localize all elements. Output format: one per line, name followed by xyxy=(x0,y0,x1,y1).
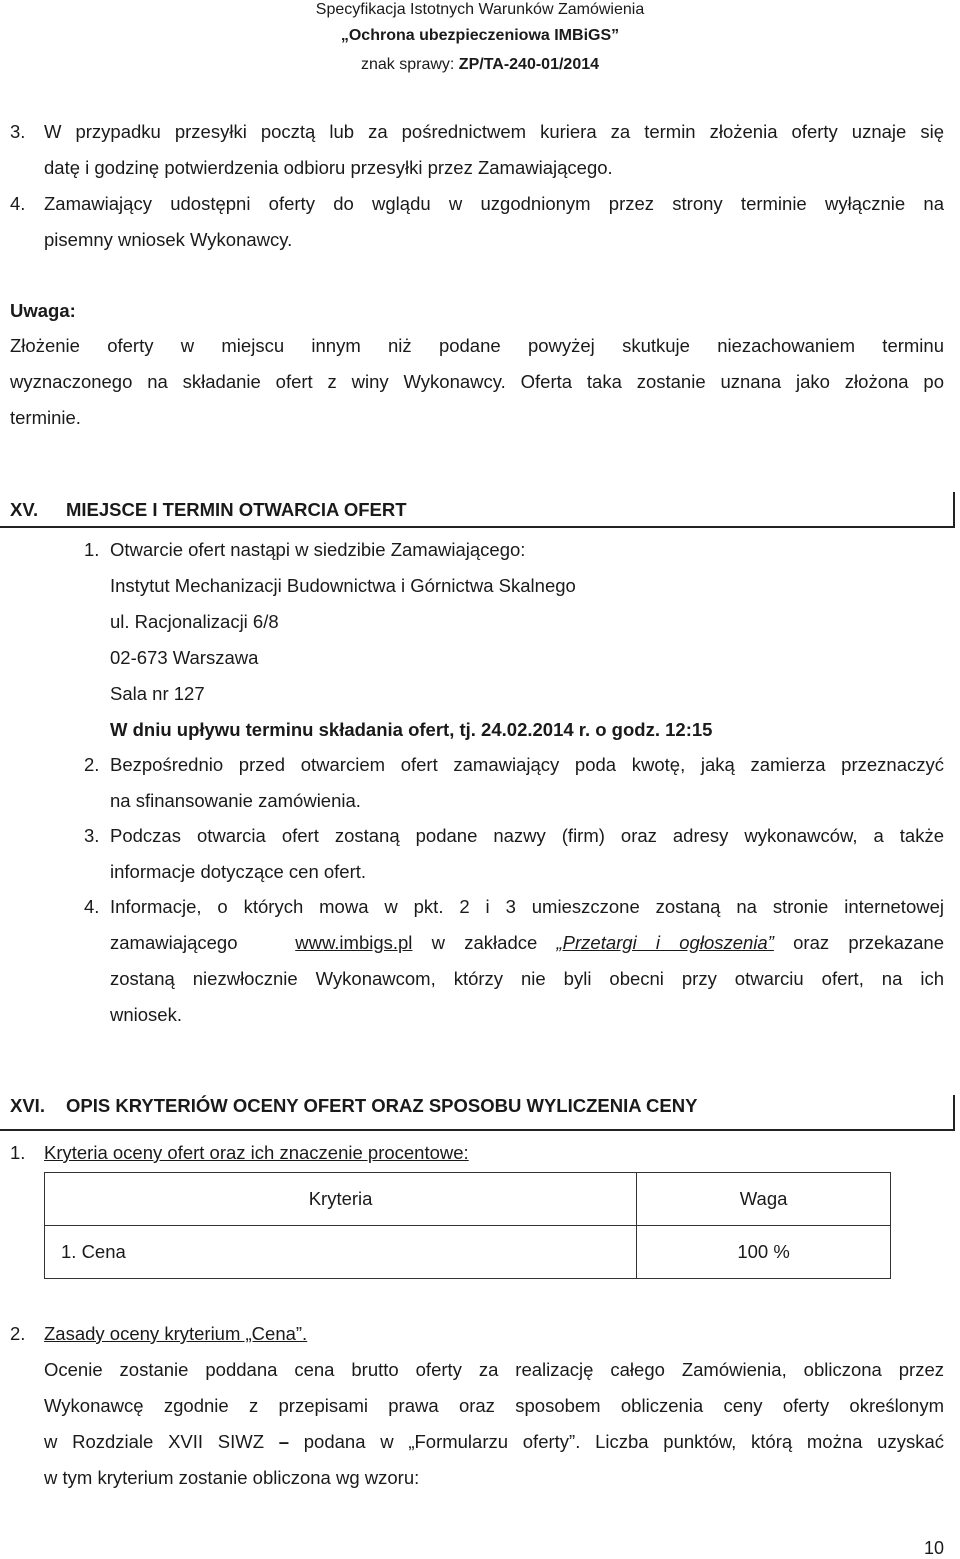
paragraph-line xyxy=(44,1424,944,1460)
room-number: Sala nr 127 xyxy=(110,683,205,704)
header-line-3 xyxy=(0,55,960,75)
header-line-2: „Ochrona ubezpieczeniowa IMBiGS” xyxy=(340,27,620,44)
paragraph-line: datę i godzinę potwierdzenia odbioru przesyłki przez Zamawiającego. xyxy=(44,157,613,178)
table-header-row xyxy=(45,1173,891,1226)
page-number: 10 xyxy=(923,1538,944,1558)
criterion-cell: 1. Cena xyxy=(45,1226,637,1279)
paragraph-line: Informacje, o których mowa w pkt. 2 i 3 umieszczone zostaną na stronie internetowej xyxy=(110,896,944,917)
item-number: 3. xyxy=(84,825,100,846)
table-header-cell: Kryteria xyxy=(45,1173,637,1226)
street-address: ul. Racjonalizacji 6/8 xyxy=(110,611,279,632)
weight-cell: 100 % xyxy=(637,1226,891,1279)
note-line: terminie. xyxy=(10,407,81,428)
criteria-table xyxy=(44,1172,891,1279)
text-fragment: podana w „Formularzu oferty”. Liczba punktów, którą można uzyskać xyxy=(303,1431,944,1452)
note-line: Złożenie oferty w miejscu innym niż podane powyżej skutkuje niezachowaniem terminu xyxy=(10,335,944,356)
section-number: XV. xyxy=(10,499,39,520)
case-number: ZP/TA-240-01/2014 xyxy=(458,56,600,73)
note-line: wyznaczonego na składanie ofert z winy Wykonawcy. Oferta taka zostanie uznana jako złożona po xyxy=(10,371,944,392)
website-link[interactable]: www.imbigs.pl xyxy=(295,932,413,953)
city-address: 02-673 Warszawa xyxy=(110,647,259,668)
paragraph-line: Zamawiający udostępni oferty do wglądu w uzgodnionym przez strony terminie wyłącznie na xyxy=(44,193,944,214)
item-number: 4. xyxy=(10,193,26,214)
paragraph-line: Wykonawcę zgodnie z przepisami prawa oraz sposobem obliczenia ceny oferty określonym xyxy=(44,1395,944,1416)
price-rule-heading: Zasady oceny kryterium „Cena”. xyxy=(44,1323,308,1344)
section-title: OPIS KRYTERIÓW OCENY OFERT ORAZ SPOSOBU WYLICZENIA CENY xyxy=(66,1095,698,1116)
item-number: 1. xyxy=(10,1142,26,1163)
paragraph-line: Otwarcie ofert nastąpi w siedzibie Zamawiającego: xyxy=(110,539,526,560)
item-number: 1. xyxy=(84,539,100,560)
item-number: 3. xyxy=(10,121,26,142)
text-fragment: w zakładce xyxy=(431,932,538,953)
text-fragment: zamawiającego xyxy=(110,932,238,953)
note-label: Uwaga: xyxy=(10,300,76,321)
item-number: 2. xyxy=(10,1323,26,1344)
institution-name: Instytut Mechanizacji Budownictwa i Górnictwa Skalnego xyxy=(110,575,576,596)
paragraph-line: zostaną niezwłocznie Wykonawcom, którzy nie byli obecni przy otwarciu ofert, na ich xyxy=(110,968,944,989)
paragraph-line xyxy=(110,925,944,961)
paragraph-line: W przypadku przesyłki pocztą lub za pośrednictwem kuriera za termin złożenia oferty uznaje się xyxy=(44,121,944,142)
item-number: 4. xyxy=(84,896,100,917)
header-line-1: Specyfikacja Istotnych Warunków Zamówienia xyxy=(315,1,645,18)
dash: – xyxy=(278,1431,290,1452)
paragraph-line: wniosek. xyxy=(110,1004,182,1025)
criteria-heading: Kryteria oceny ofert oraz ich znaczenie procentowe: xyxy=(44,1142,469,1163)
table-header-cell: Waga xyxy=(637,1173,891,1226)
section-number: XVI. xyxy=(10,1095,45,1116)
text-fragment: oraz przekazane xyxy=(793,932,944,953)
item-number: 2. xyxy=(84,754,100,775)
tab-name: „Przetargi i ogłoszenia” xyxy=(556,932,774,953)
paragraph-line: Bezpośrednio przed otwarciem ofert zamawiający poda kwotę, jaką zamierza przeznaczyć xyxy=(110,754,944,775)
opening-date: W dniu upływu terminu składania ofert, tj. 24.02.2014 r. o godz. 12:15 xyxy=(110,719,713,740)
section-title: MIEJSCE I TERMIN OTWARCIA OFERT xyxy=(66,499,407,520)
table-row xyxy=(45,1226,891,1279)
paragraph-line: na sfinansowanie zamówienia. xyxy=(110,790,361,811)
paragraph-line: pisemny wniosek Wykonawcy. xyxy=(44,229,293,250)
paragraph-line: w tym kryterium zostanie obliczona wg wzoru: xyxy=(44,1467,420,1488)
paragraph-line: informacje dotyczące cen ofert. xyxy=(110,861,367,882)
paragraph-line: Podczas otwarcia ofert zostaną podane nazwy (firm) oraz adresy wykonawców, a także xyxy=(110,825,944,846)
text-fragment: w Rozdziale XVII SIWZ xyxy=(44,1431,264,1452)
paragraph-line: Ocenie zostanie poddana cena brutto oferty za realizację całego Zamówienia, obliczona przez xyxy=(44,1359,944,1380)
case-label: znak sprawy: xyxy=(360,56,455,73)
